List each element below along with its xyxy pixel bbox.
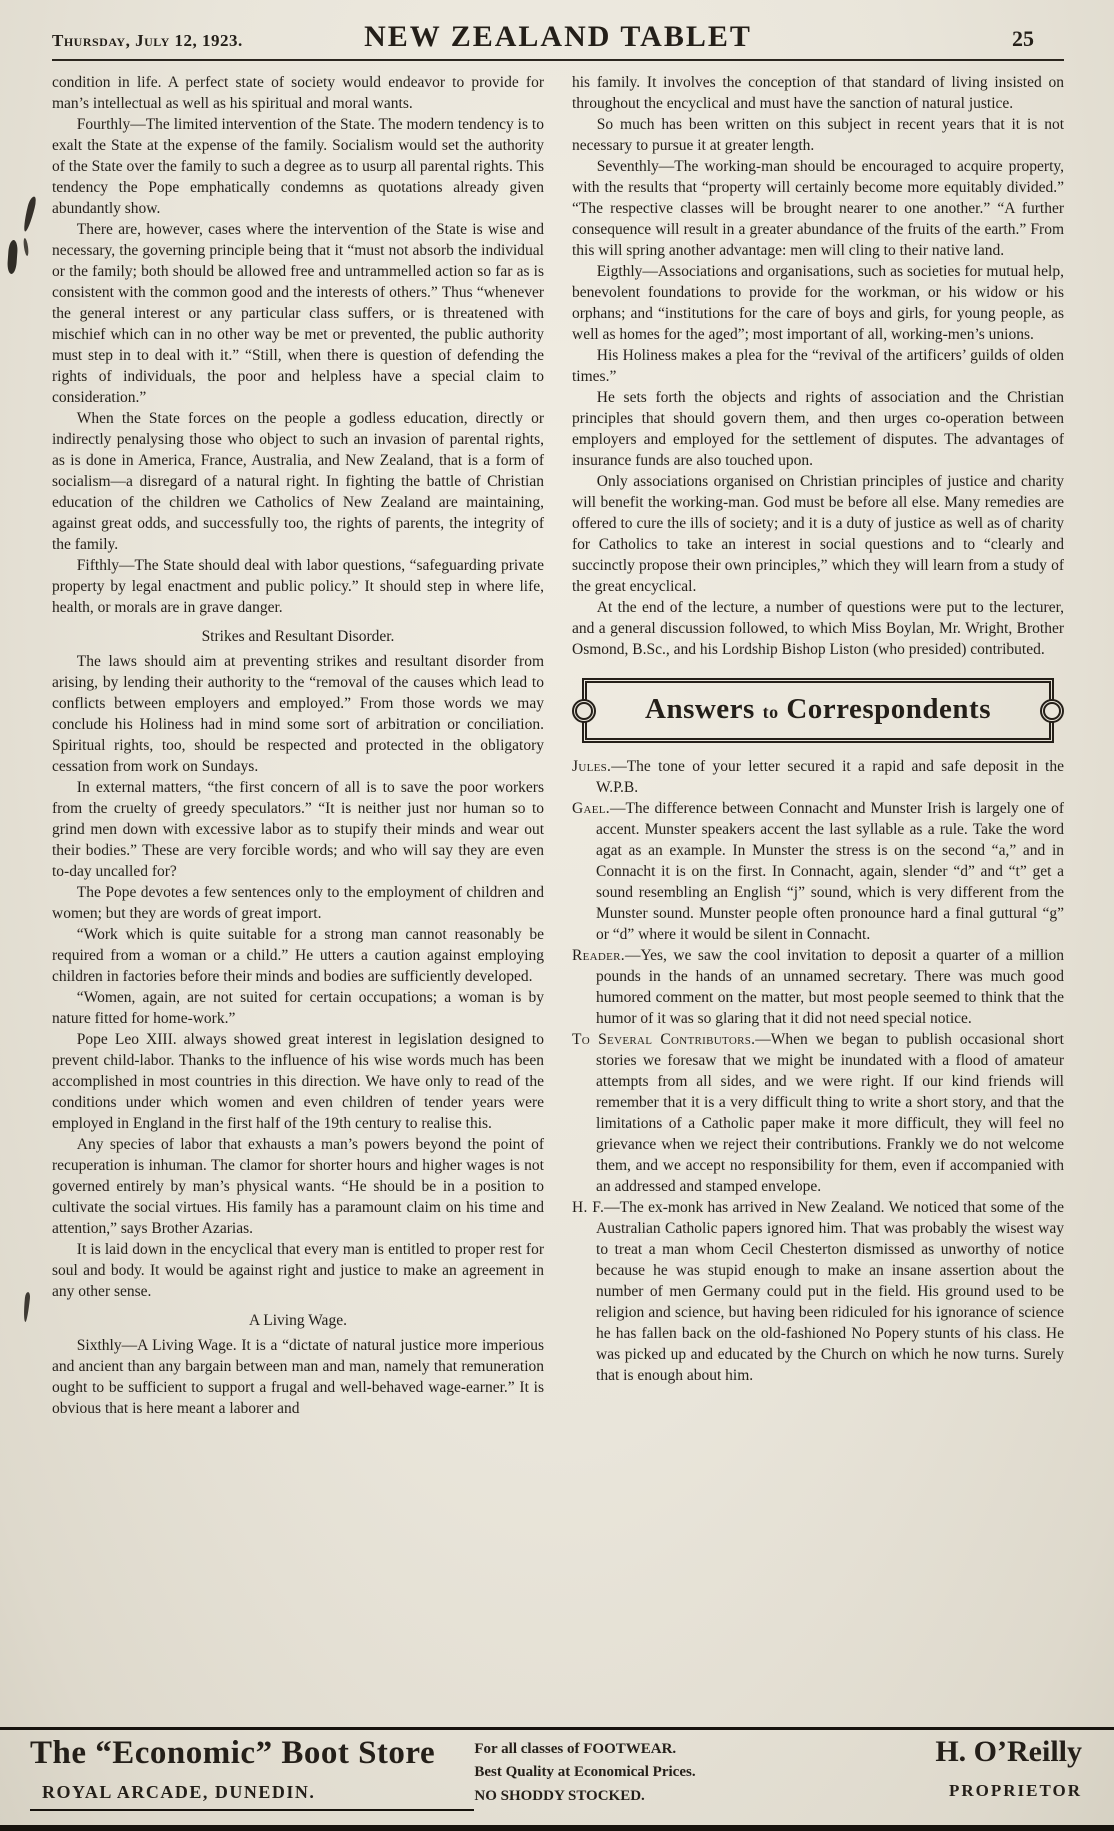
article-body	[52, 72, 1064, 1638]
paragraph: “Work which is quite suitable for a strong man cannot reasonably be required from a woman or a child.” He utters a caution against employing children in factories before their minds and bodies are sufficiently developed.	[52, 926, 544, 985]
ink-smudge	[23, 238, 29, 256]
correspondence-entries	[572, 756, 1064, 1386]
paragraph: It is laid down in the encyclical that every man is entitled to proper rest for soul and body. It would be against right and justice to make an agreement in any other sense.	[52, 1241, 544, 1300]
masthead	[52, 20, 1064, 54]
ink-smudge	[22, 196, 38, 233]
correspondence-entry: Jules.—The tone of your letter secured it a rapid and safe deposit in the W.P.B.	[572, 758, 1064, 797]
paragraph: At the end of the lecture, a number of questions were put to the lecturer, and a general discussion followed, to which Miss Boylan, Mr. Wright, Brother Osmond, B.Sc., and his Lordship Bishop Liston (who presided) contributed.	[572, 599, 1064, 658]
paragraph: Eigthly—Associations and organisations, such as societies for mutual help, benevolent foundations to provide for the workman, or his widow or his orphans; and “institutions for the care of boys and girls, for young people, as well as homes for the aged”; most important of all, working-men’s unions.	[572, 263, 1064, 343]
paragraph: Fifthly—The State should deal with labor questions, “safeguarding private property by legal enactment and public policy.” It should step in where life, health, or morals are in grave danger.	[52, 557, 544, 616]
paragraph: He sets forth the objects and rights of association and the Christian principles that should govern them, and then urges co-operation between employers and employed for the settlement of disputes. The advantages of insurance funds are also touched upon.	[572, 389, 1064, 469]
paragraph: His Holiness makes a plea for the “revival of the artificers’ guilds of olden times.”	[572, 347, 1064, 385]
ink-smudge	[22, 1292, 30, 1322]
correspondent-name: H. F.	[572, 1199, 605, 1217]
page-number: 25	[1012, 26, 1034, 51]
ad-tagline: NO SHODDY STOCKED.	[474, 1787, 645, 1804]
scroll-ornament-left-icon	[572, 699, 596, 723]
issue-date: Thursday, July 12, 1923.	[52, 31, 243, 50]
store-name: The “Economic” Boot Store	[30, 1735, 436, 1771]
ad-left-block	[30, 1735, 474, 1811]
correspondence-entry: Gael.—The difference between Connacht and Munster Irish is largely one of accent. Munster speakers accent the last syllable as a rule. Take the word agat as an example. In Munster the stress is on the second “a,” and in Connacht it is on the first. In Connacht, again, slender “d” and “t” get a sound resembling an English “j” sound, which is very different from the Munster sound. Munster people often pronounce hard a final guttural “g” or “d” where it would be silent in Connacht.	[572, 800, 1064, 944]
paragraph: Pope Leo XIII. always showed great interest in legislation designed to prevent child-labor. Thanks to the influence of his wise words much has been accomplished in most countries in this direction. We have only to read of the conditions under which women and even children of tender years were employed in England in the first half of the 19th century to realise this.	[52, 1031, 544, 1132]
paragraph: Fourthly—The limited intervention of the State. The modern tendency is to exalt the State at the expense of the family. Socialism would set the authority of the State over the family to such a degree as to usurp all parental rights. This tendency the Pope emphatically condemns as quotations already given abundantly show.	[52, 116, 544, 217]
section-heading: A Living Wage.	[249, 1312, 347, 1329]
ad-right-block	[792, 1735, 1088, 1801]
answers-to-correspondents-box	[582, 678, 1054, 743]
answers-heading-word: to	[762, 702, 779, 722]
paragraph: The Pope devotes a few sentences only to the employment of children and women; but they are words of great import.	[52, 884, 544, 922]
correspondence-entry: To Several Contributors.—When we began to publish occasional short stories we foresaw that we might be inundated with a flood of amateur attempts from all sides, and we were right. If our kind friends will remember that it is a very difficult thing to write a short story, and that the limitations of a Catholic paper make it more difficult, they will feel no grievance when we reject their contributions. Frankly we do not welcome them, and we accept no responsibility for them, even if accompanied with an addressed and stamped envelope.	[572, 1031, 1064, 1196]
paragraph: Any species of labor that exhausts a man’s powers beyond the point of recuperation is inhuman. The clamor for shorter hours and higher wages is not governed entirely by man’s physical wants. “He should be in a position to cultivate the social virtues. His family has a paramount claim on his time and attention,” says Brother Azarias.	[52, 1136, 544, 1237]
paragraph: The laws should aim at preventing strikes and resultant disorder from arising, by lending their authority to the “removal of the causes which lead to conflicts between employers and employed.” From those words we may conclude his Holiness had in mind some sort of arbitration or conciliation. Spiritual rights, too, should be respected and protected in the obligatory cessation from work on Sundays.	[52, 653, 544, 775]
section-heading: Strikes and Resultant Disorder.	[201, 628, 395, 645]
paragraph: Sixthly—A Living Wage. It is a “dictate of natural justice more imperious and ancient than any bargain between man and man, namely that remuneration ought to be sufficient to support a frugal and well-behaved wage-earner.” It is obvious that is here meant a laborer and	[52, 1337, 544, 1417]
paragraph: There are, however, cases where the intervention of the State is wise and necessary, the governing principle being that it “must not absorb the individual or the family; both should be allowed free and untrammelled action so far as is consistent with the common good and the interests of others.” Thus “whenever the general interest or any particular class suffers, or is threatened with mischief which can in no other way be met or prevented, the public authority must step in to deal with it.” “Still, when there is question of defending the rights of individuals, the poor and helpless have a special claim to consideration.”	[52, 221, 544, 406]
paragraph: Only associations organised on Christian principles of justice and charity will benefit the working-man. God must be before all else. Many remedies are offered to cure the ills of society; and it is a duty of justice as well as of charity for Catholics to take an interest in social questions and to “clearly and succinctly propose their own principles,” which they will learn from a study of the great encyclical.	[572, 473, 1064, 595]
ad-tagline: For all classes of FOOTWEAR.	[474, 1741, 677, 1757]
ad-taglines	[474, 1735, 791, 1808]
right-column	[572, 72, 1064, 1638]
boot-store-advertisement	[0, 1727, 1114, 1831]
newspaper-title: NEW ZEALAND TABLET	[364, 20, 752, 53]
paragraph: When the State forces on the people a godless education, directly or indirectly penalysing those who object to such an invasion of parental rights, as is done in America, France, Australia, and New Zealand, that is a form of socialism—a disregard of a natural right. In fighting the battle of Christian education of the children we Catholics of New Zealand are maintaining, against great odds, and successfully too, the rights of parents, the integrity of the family.	[52, 410, 544, 553]
ink-smudge	[7, 240, 18, 275]
correspondent-name: Jules.	[572, 758, 612, 776]
proprietor-name: H. O’Reilly	[935, 1735, 1082, 1768]
correspondent-name: Reader.	[572, 947, 625, 965]
correspondent-name: To Several Contributors.	[572, 1031, 756, 1049]
ad-rule	[30, 1809, 474, 1811]
correspondence-entry: Reader.—Yes, we saw the cool invitation to deposit a quarter of a million pounds in the hands of an unnamed secretary. There was much good humored comment on the matter, but most people seemed to think that the humor of it was so glaring that it did not need special notice.	[572, 947, 1064, 1028]
paragraph: In external matters, “the first concern of all is to save the poor workers from the cruelty of greedy speculators.” “It is neither just nor human so to grind men down with excessive labor as to stupify their minds and wear out their bodies.” These are very forcible words; and who will say they are even to-day uncalled for?	[52, 779, 544, 880]
paragraph: “Women, again, are not suited for certain occupations; a woman is by nature fitted for home-work.”	[52, 989, 544, 1027]
answers-heading-word: Answers	[645, 693, 755, 725]
answers-heading-word: Correspondents	[786, 693, 991, 725]
correspondent-name: Gael.	[572, 800, 610, 818]
right-column-text	[572, 72, 1064, 660]
paragraph: Seventhly—The working-man should be encouraged to acquire property, with the results that “property will certainly become more equitably divided.” “The respective classes will be brought nearer to one another.” “A further consequence will result in a greater abundance of the fruits of the earth.” From this will spring another advantage: men will cling to their native land.	[572, 158, 1064, 259]
scroll-ornament-right-icon	[1040, 699, 1064, 723]
proprietor-title: PROPRIETOR	[948, 1781, 1082, 1800]
ad-tagline: Best Quality at Economical Prices.	[474, 1764, 696, 1781]
masthead-rule	[52, 59, 1064, 61]
left-column	[52, 72, 544, 1638]
paragraph: condition in life. A perfect state of society would endeavor to provide for man’s intellectual as well as his spiritual and moral wants.	[52, 74, 544, 112]
paragraph: his family. It involves the conception of that standard of living insisted on throughout the encyclical and must have the sanction of natural justice.	[572, 74, 1064, 112]
correspondence-entry: H. F.—The ex-monk has arrived in New Zealand. We noticed that some of the Australian Catholic papers ignored him. That was probably the wisest way to treat a man whom Cecil Chesterton dismissed as unworthy of notice because he was stupid enough to make an insane assertion about the number of men Germany could put in the field. His ground used to be religion and science, but having been ridiculed for his ignorance of science he has fallen back on the old-fashioned No Popery stunts of his class. He was picked up and educated by the Church on which he now turns. Surely that is enough about him.	[572, 1199, 1064, 1385]
paragraph: So much has been written on this subject in recent years that it is not necessary to pursue it at greater length.	[572, 116, 1064, 154]
answers-heading	[601, 690, 1035, 729]
store-address: ROYAL ARCADE, DUNEDIN.	[42, 1782, 316, 1802]
